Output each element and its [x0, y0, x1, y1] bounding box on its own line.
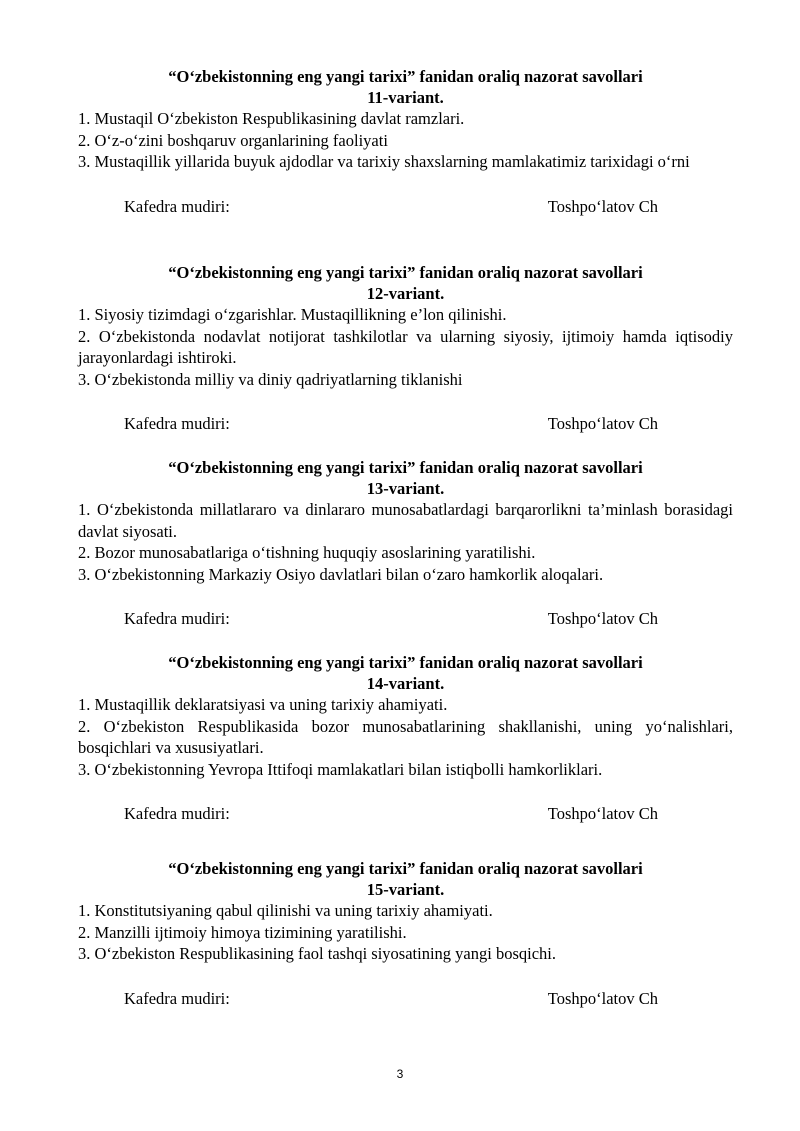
question-item: 1. Mustaqil O‘zbekiston Respublikasining davlat ramzlari. [78, 109, 465, 128]
question-item: 1. Konstitutsiyaning qabul qilinishi va uning tarixiy ahamiyati. [78, 901, 493, 920]
signature-label: Kafedra mudiri: [124, 609, 230, 628]
question-item: 1. O‘zbekistonda millatlararo va dinlararo munosabatlardagi barqarorlikni ta’minlash borasidagi davlat siyosati. [78, 500, 733, 541]
signature-line [78, 608, 733, 629]
signature-label: Kafedra mudiri: [124, 196, 230, 216]
signature-name: Toshpo‘latov Ch [547, 988, 658, 1008]
signature-line [78, 988, 733, 1009]
signature-line [78, 803, 733, 824]
document-page [78, 66, 733, 1038]
variant-heading: 15-variant. [366, 880, 445, 899]
question-item: 2. Bozor munosabatlariga o‘tishning huquqiy asoslarining yaratilishi. [78, 543, 536, 562]
section-title: “O‘zbekistonning eng yangi tarixi” fanidan oraliq nazorat savollari [168, 653, 643, 672]
question-item: 1. Siyosiy tizimdagi o‘zgarishlar. Mustaqillikning e’lon qilinishi. [78, 305, 507, 324]
variant-heading: 12-variant. [366, 284, 445, 303]
question-item: 3. Mustaqillik yillarida buyuk ajdodlar va tarixiy shaxslarning mamlakatimiz tarixidagi o‘rni [78, 152, 690, 171]
variant-section-11 [78, 66, 733, 262]
signature-line [78, 413, 733, 434]
variant-heading: 14-variant. [366, 674, 445, 693]
question-item: 3. O‘zbekistonning Yevropa Ittifoqi mamlakatlari bilan istiqbolli hamkorliklari. [78, 759, 603, 779]
variant-section-14 [78, 652, 733, 858]
question-item: 1. Mustaqillik deklaratsiyasi va uning tarixiy ahamiyati. [78, 695, 448, 714]
question-item: 2. O‘zbekistonda nodavlat notijorat tashkilotlar va ularning siyosiy, ijtimoiy hamda iqtisodiy jarayonlardagi ishtiroki. [78, 326, 733, 367]
variant-section-13 [78, 457, 733, 652]
question-item: 3. O‘zbekistonda milliy va diniy qadriyatlarning tiklanishi [78, 369, 463, 389]
signature-name: Toshpo‘latov Ch [547, 414, 658, 433]
variant-section-15 [78, 858, 733, 1038]
question-item: 2. O‘zbekiston Respublikasida bozor munosabatlarining shakllanishi, uning yo‘nalishlari, bosqichlari va xususiyatlari. [78, 716, 733, 757]
signature-name: Toshpo‘latov Ch [547, 804, 658, 823]
section-title: “O‘zbekistonning eng yangi tarixi” fanidan oraliq nazorat savollari [168, 458, 643, 477]
variant-section-12 [78, 262, 733, 457]
section-title: “O‘zbekistonning eng yangi tarixi” fanidan oraliq nazorat savollari [168, 67, 643, 86]
signature-label: Kafedra mudiri: [124, 804, 230, 823]
question-item: 2. O‘z-o‘zini boshqaruv organlarining faoliyati [78, 130, 388, 150]
signature-name: Toshpo‘latov Ch [547, 609, 658, 628]
signature-label: Kafedra mudiri: [124, 414, 230, 433]
section-title: “O‘zbekistonning eng yangi tarixi” fanidan oraliq nazorat savollari [168, 859, 643, 878]
variant-heading: 11-variant. [367, 88, 444, 107]
question-item: 3. O‘zbekiston Respublikasining faol tashqi siyosatining yangi bosqichi. [78, 944, 556, 963]
section-title: “O‘zbekistonning eng yangi tarixi” fanidan oraliq nazorat savollari [168, 263, 643, 282]
signature-label: Kafedra mudiri: [124, 988, 230, 1008]
signature-name: Toshpo‘latov Ch [547, 196, 658, 216]
variant-heading: 13-variant. [366, 479, 445, 498]
page-number: 3 [396, 1067, 404, 1081]
question-item: 3. O‘zbekistonning Markaziy Osiyo davlatlari bilan o‘zaro hamkorlik aloqalari. [78, 564, 604, 584]
question-item: 2. Manzilli ijtimoiy himoya tizimining yaratilishi. [78, 922, 407, 942]
signature-line [78, 196, 733, 217]
